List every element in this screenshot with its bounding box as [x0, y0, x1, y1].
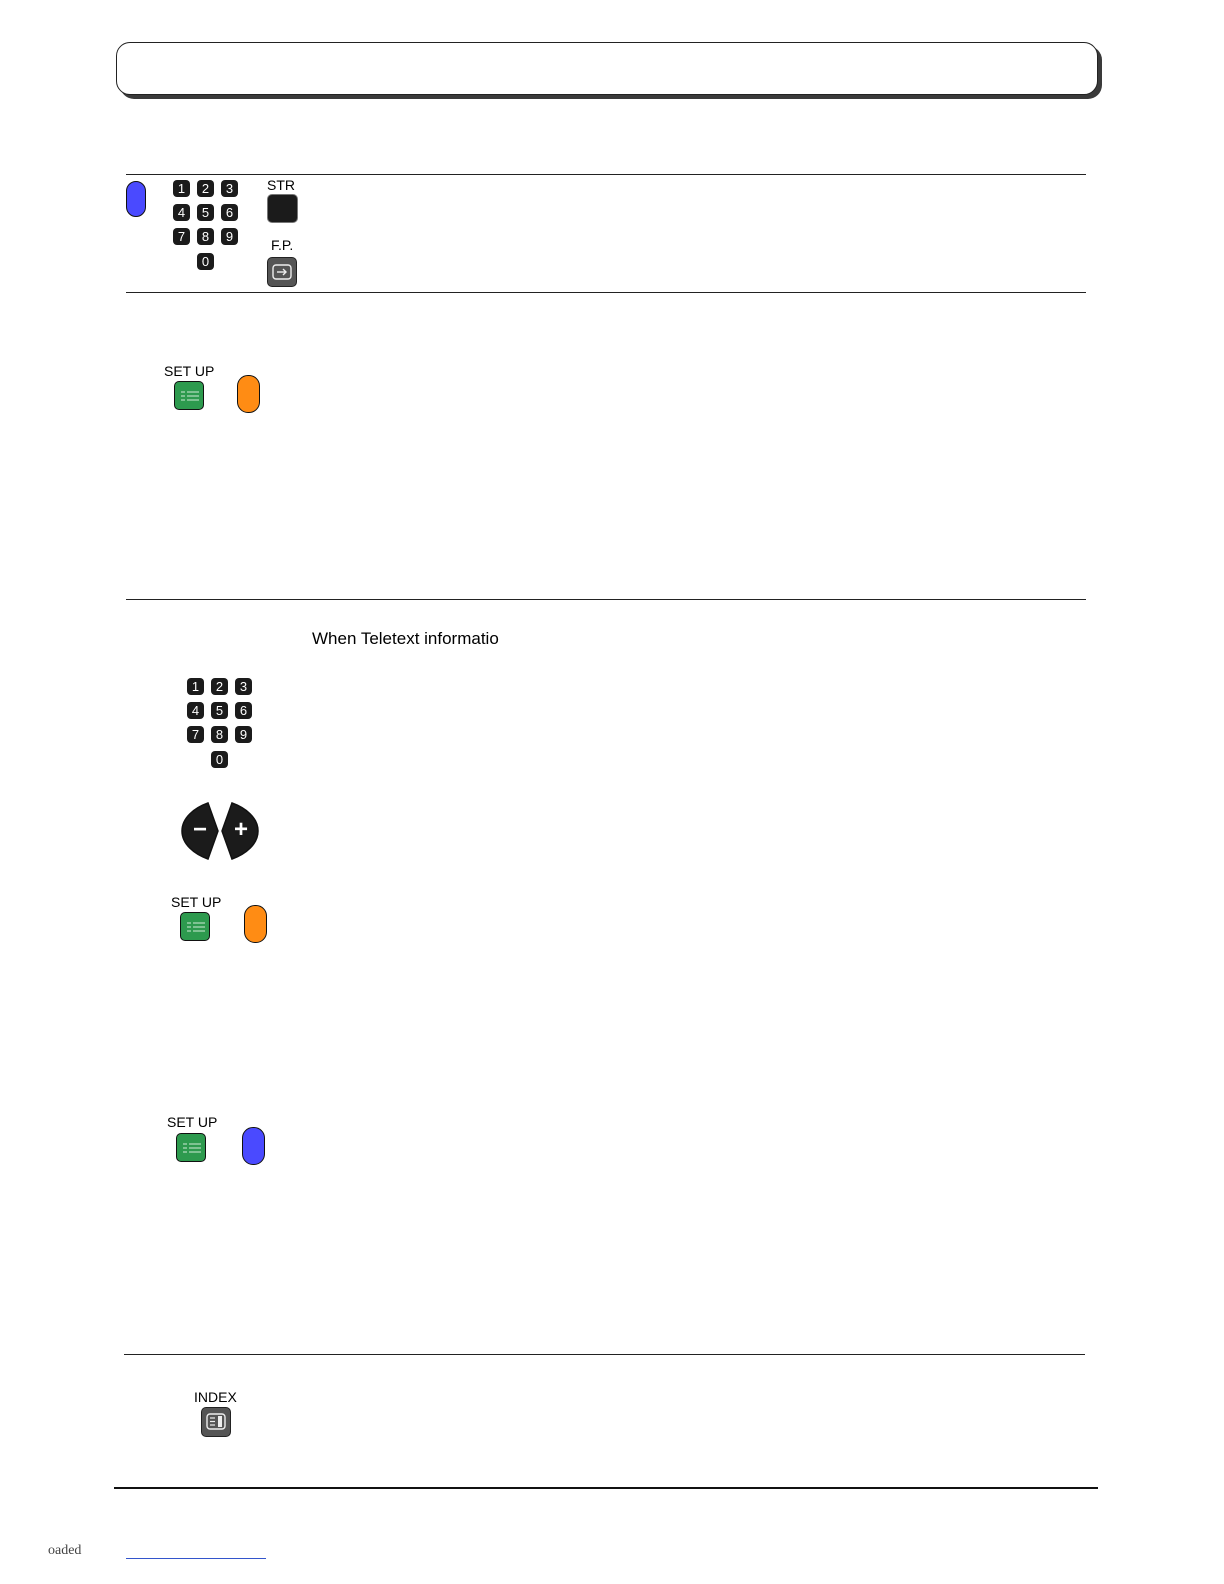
plus-icon: + — [233, 816, 248, 843]
key-5: 5 — [211, 702, 228, 719]
list-icon — [181, 913, 211, 942]
page-title-box — [116, 42, 1098, 95]
key-6: 6 — [235, 702, 252, 719]
section-divider — [126, 174, 1086, 175]
footer-rule — [114, 1487, 1098, 1489]
key-8: 8 — [197, 228, 214, 245]
key-7: 7 — [173, 228, 190, 245]
setup-label: SET UP — [164, 363, 215, 379]
setup-label: SET UP — [171, 894, 222, 910]
key-5: 5 — [197, 204, 214, 221]
input-icon — [268, 258, 296, 286]
key-0: 0 — [197, 253, 214, 270]
index-button — [201, 1407, 231, 1437]
list-icon — [175, 382, 205, 411]
key-9: 9 — [221, 228, 238, 245]
key-1: 1 — [173, 180, 190, 197]
section-divider — [126, 292, 1086, 293]
minus-icon: − — [192, 816, 207, 843]
section-divider — [126, 599, 1086, 600]
str-label: STR — [267, 177, 295, 193]
key-6: 6 — [221, 204, 238, 221]
footer-text: oaded — [48, 1543, 82, 1558]
list-icon — [177, 1134, 207, 1163]
setup-button — [174, 381, 204, 410]
key-3: 3 — [235, 678, 252, 695]
numeric-keypad — [187, 678, 267, 778]
orange-button — [237, 375, 260, 413]
numeric-keypad — [173, 180, 253, 280]
key-7: 7 — [187, 726, 204, 743]
blue-button — [126, 181, 146, 217]
key-4: 4 — [187, 702, 204, 719]
footer-link-underline[interactable] — [126, 1558, 266, 1559]
setup-label: SET UP — [167, 1114, 218, 1130]
key-3: 3 — [221, 180, 238, 197]
section-divider — [124, 1354, 1085, 1355]
str-button — [267, 194, 298, 223]
fp-label: F.P. — [271, 237, 294, 253]
index-label: INDEX — [194, 1389, 237, 1405]
key-2: 2 — [211, 678, 228, 695]
setup-button — [176, 1133, 206, 1162]
teletext-intro-text: When Teletext informatio — [312, 629, 499, 648]
key-1: 1 — [187, 678, 204, 695]
index-icon — [202, 1408, 230, 1436]
key-4: 4 — [173, 204, 190, 221]
key-9: 9 — [235, 726, 252, 743]
key-8: 8 — [211, 726, 228, 743]
key-2: 2 — [197, 180, 214, 197]
fp-button — [267, 257, 297, 287]
key-0: 0 — [211, 751, 228, 768]
setup-button — [180, 912, 210, 941]
orange-button — [244, 905, 267, 943]
blue-button — [242, 1127, 265, 1165]
